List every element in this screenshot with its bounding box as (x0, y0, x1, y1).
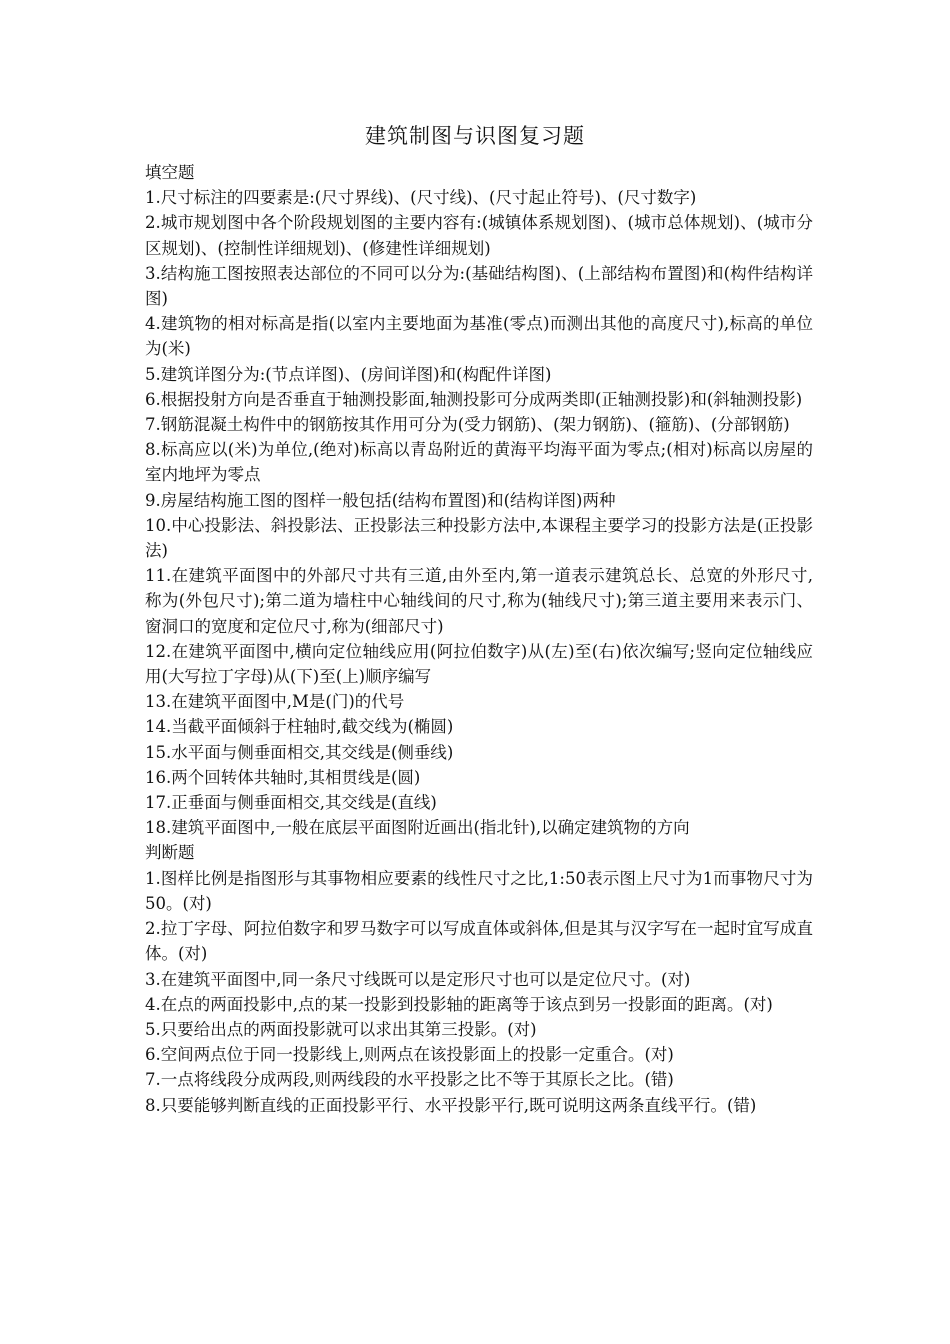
fill-item-1: 1.尺寸标注的四要素是:(尺寸界线)、(尺寸线)、(尺寸起止符号)、(尺寸数字) (145, 188, 697, 208)
fill-item-10: 10.中心投影法、斜投影法、正投影法三种投影方法中,本课程主要学习的投影方法是(正投影法) (145, 515, 813, 561)
fill-item-14: 14.当截平面倾斜于柱轴时,截交线为(椭圆) (145, 717, 454, 737)
judge-item-6: 6.空间两点位于同一投影线上,则两点在该投影面上的投影一定重合。(对) (145, 1045, 674, 1065)
fill-item-3: 3.结构施工图按照表达部位的不同可以分为:(基础结构图)、(上部结构布置图)和(构件结构详图) (145, 263, 813, 309)
judge-item-5: 5.只要给出点的两面投影就可以求出其第三投影。(对) (145, 1019, 537, 1039)
fill-item-4: 4.建筑物的相对标高是指(以室内主要地面为基准(零点)而测出其他的高度尺寸),标高的单位为(米) (145, 314, 813, 359)
judge-item-3: 3.在建筑平面图中,同一条尺寸线既可以是定形尺寸也可以是定位尺寸。(对) (145, 969, 691, 989)
fill-item-6: 6.根据投射方向是否垂直于轴测投影面,轴测投影可分成两类即(正轴测投影)和(斜轴测投影) (145, 389, 803, 409)
judge-item-1: 1.图样比例是指图形与其事物相应要素的线性尺寸之比,1:50表示图上尺寸为1而事物尺寸为50。(对) (145, 868, 813, 913)
judge-item-4: 4.在点的两面投影中,点的某一投影到投影轴的距离等于该点到另一投影面的距离。(对) (145, 994, 773, 1014)
fill-item-7: 7.钢筋混凝土构件中的钢筋按其作用可分为(受力钢筋)、(架力钢筋)、(箍筋)、(分部钢筋) (145, 415, 790, 435)
fill-item-17: 17.正垂面与侧垂面相交,其交线是(直线) (145, 793, 437, 813)
fill-item-13: 13.在建筑平面图中,M是(门)的代号 (145, 692, 405, 712)
judge-item-7: 7.一点将线段分成两段,则两线段的水平投影之比不等于其原长之比。(错) (145, 1070, 674, 1090)
fill-item-11: 11.在建筑平面图中的外部尺寸共有三道,由外至内,第一道表示建筑总长、总宽的外形尺寸,称为(外包尺寸);第二道为墙柱中心轴线间的尺寸,称为(轴线尺寸);第三道主要用来表示门、窗洞口的宽度和定位尺寸,称为(细部尺寸) (145, 566, 813, 636)
fill-item-5: 5.建筑详图分为:(节点详图)、(房间详图)和(构配件详图) (145, 364, 552, 384)
fill-item-8: 8.标高应以(米)为单位,(绝对)标高以青岛附近的黄海平均海平面为零点;(相对)标高以房屋的室内地坪为零点 (145, 440, 813, 485)
judge-item-2: 2.拉丁字母、阿拉伯数字和罗马数字可以写成直体或斜体,但是其与汉字写在一起时宜写成直体。(对) (145, 919, 813, 964)
fill-item-9: 9.房屋结构施工图的图样一般包括(结构布置图)和(结构详图)两种 (145, 490, 616, 510)
fill-item-16: 16.两个回转体共轴时,其相贯线是(圆) (145, 767, 421, 787)
fill-item-18: 18.建筑平面图中,一般在底层平面图附近画出(指北针),以确定建筑物的方向 (145, 818, 690, 838)
judge-item-8: 8.只要能够判断直线的正面投影平行、水平投影平行,既可说明这两条直线平行。(错) (145, 1095, 757, 1115)
fill-item-2: 2.城市规划图中各个阶段规划图的主要内容有:(城镇体系规划图)、(城市总体规划)、(城市分区规划)、(控制性详细规划)、(修建性详细规划) (145, 213, 813, 258)
fill-item-15: 15.水平面与侧垂面相交,其交线是(侧垂线) (145, 742, 454, 762)
fill-in-section-heading: 填空题 (145, 163, 195, 182)
fill-item-12: 12.在建筑平面图中,横向定位轴线应用(阿拉伯数字)从(左)至(右)依次编写;竖向定位轴线应用(大写拉丁字母)从(下)至(上)顺序编写 (145, 641, 813, 687)
document-title: 建筑制图与识图复习题 (365, 124, 585, 148)
document-body (145, 160, 813, 1118)
true-false-section-heading: 判断题 (145, 843, 195, 863)
